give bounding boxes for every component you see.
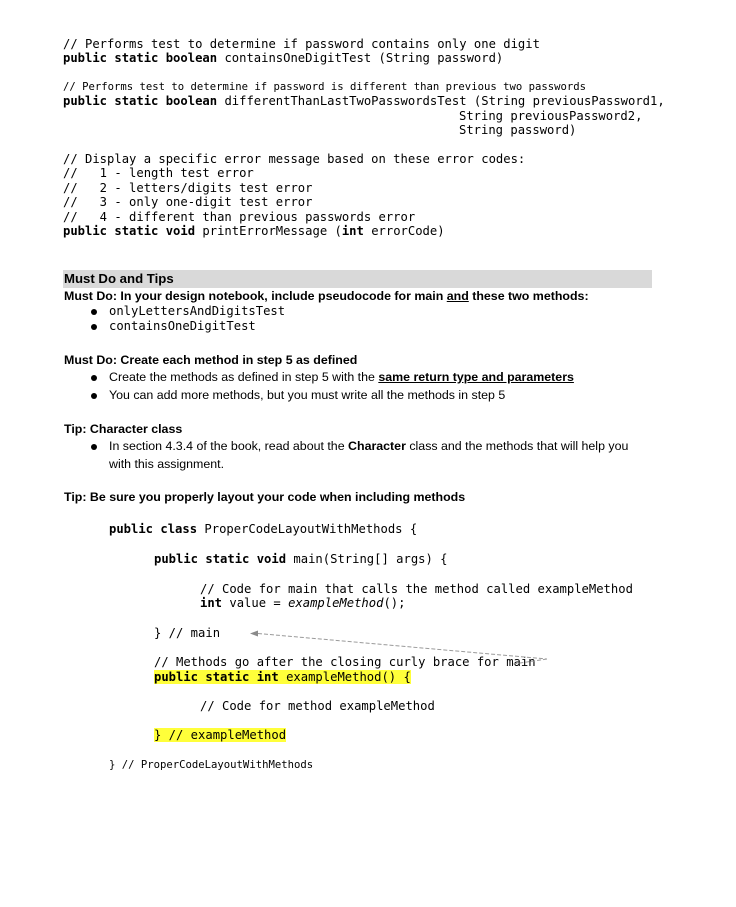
must-do-pseudocode-heading: Must Do: In your design notebook, include pseudocode for main and these two methods: xyxy=(64,289,589,303)
code-comment-error-3: // 3 - only one-digit test error xyxy=(63,195,313,209)
section-title: Must Do and Tips xyxy=(64,271,174,286)
code-comment-main-calls: // Code for main that calls the method called exampleMethod xyxy=(200,582,633,596)
code-comment-different-than: // Performs test to determine if password is different than previous two passwords xyxy=(63,81,586,93)
code-class-declaration: public class ProperCodeLayoutWithMethods { xyxy=(109,522,418,536)
code-int-value-line: int value = exampleMethod(); xyxy=(200,596,406,610)
code-main-close: } // main xyxy=(154,626,221,640)
code-example-method-declaration: public static int exampleMethod() { xyxy=(154,670,411,684)
must-do-item-more-methods: You can add more methods, but you must write all the methods in step 5 xyxy=(109,388,506,402)
code-main-declaration: public static void main(String[] args) { xyxy=(154,552,448,566)
must-do-create-methods-heading: Must Do: Create each method in step 5 as defined xyxy=(64,353,358,367)
code-comment-error-4: // 4 - different than previous passwords error xyxy=(63,210,416,224)
must-do-item-same-return: Create the methods as defined in step 5 with the same return type and parameters xyxy=(109,370,574,384)
code-comment-error-2: // 2 - letters/digits test error xyxy=(63,181,313,195)
tip-character-class-text-line2: with this assignment. xyxy=(109,457,225,471)
tip-code-layout-heading: Tip: Be sure you properly layout your code when including methods xyxy=(64,490,466,504)
code-signature-different-than: public static boolean differentThanLastTwoPasswordsTest (String previousPassword1, xyxy=(63,94,665,108)
code-comment-error-codes: // Display a specific error message based on these error codes: xyxy=(63,152,526,166)
code-comment-methods-after: // Methods go after the closing curly brace for main xyxy=(154,655,536,669)
code-comment-method-body: // Code for method exampleMethod xyxy=(200,699,435,713)
tip-character-class-heading: Tip: Character class xyxy=(64,422,183,436)
code-signature-print-error: public static void printErrorMessage (int errorCode) xyxy=(63,224,445,238)
must-do-item-only-letters: onlyLettersAndDigitsTest xyxy=(109,304,286,318)
tip-character-class-text: In section 4.3.4 of the book, read about the Character class and the methods that will help you xyxy=(109,439,629,453)
code-comment-contains-one-digit: // Performs test to determine if password contains only one digit xyxy=(63,37,540,51)
code-example-method-close: } // exampleMethod xyxy=(154,728,287,742)
code-comment-error-1: // 1 - length test error xyxy=(63,166,254,180)
code-class-close: } // ProperCodeLayoutWithMethods xyxy=(109,759,314,771)
must-do-item-contains-one-digit: containsOneDigitTest xyxy=(109,319,256,333)
code-param-password: String password) xyxy=(459,123,577,137)
code-param-previous-password-2: String previousPassword2, xyxy=(459,109,643,123)
code-signature-contains-one-digit: public static boolean containsOneDigitTest (String password) xyxy=(63,51,504,65)
